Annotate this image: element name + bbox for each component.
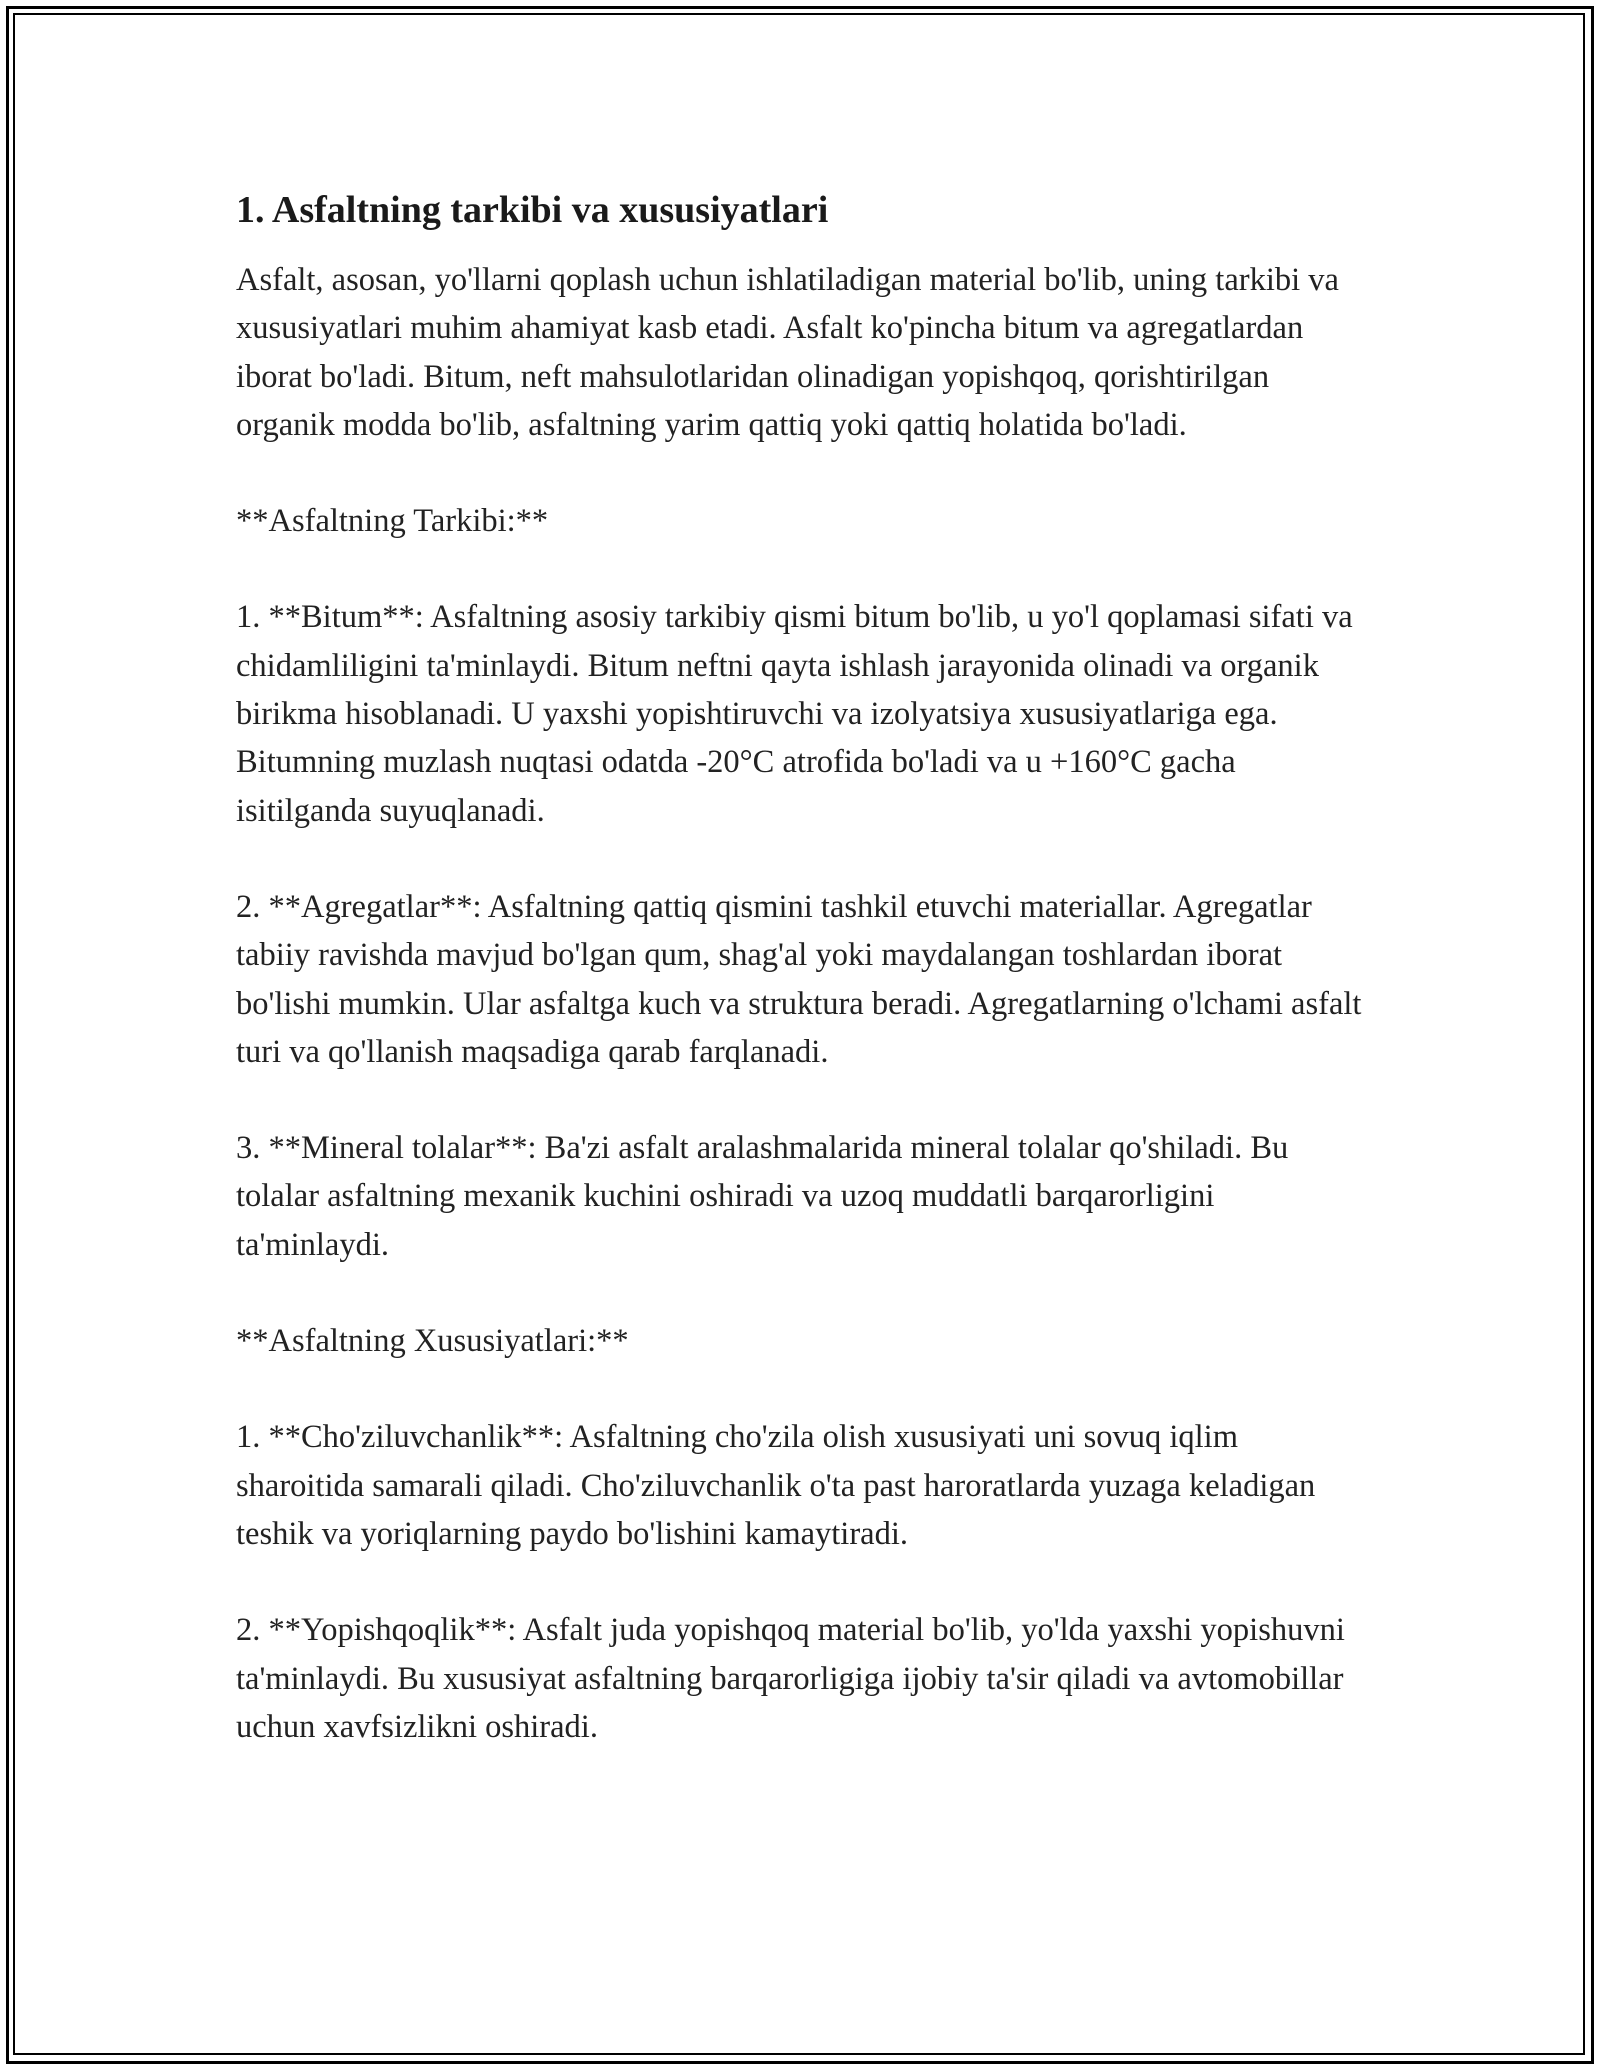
property-item-yopishqoqlik: 2. **Yopishqoqlik**: Asfalt juda yopishqoq material bo'lib, yo'lda yaxshi yopishuvni ta'minlaydi. Bu xususiyat asfaltning barqarorligiga ijobiy ta'sir qiladi va avtomobillar uchun xavfsizlikni oshiradi. <box>236 1612 1345 1745</box>
composition-item-mineral-tolalar: 3. **Mineral tolalar**: Ba'zi asfalt aralashmalarida mineral tolalar qo'shiladi. Bu tolalar asfaltning mexanik kuchini oshiradi va uzoq muddatli barqarorligini ta'minlaydi. <box>236 1130 1289 1263</box>
document-body <box>236 186 1366 1799</box>
properties-subheading: **Asfaltning Xususiyatlari:** <box>236 1323 629 1360</box>
composition-subheading: **Asfaltning Tarkibi:** <box>236 503 549 540</box>
intro-paragraph: Asfalt, asosan, yo'llarni qoplash uchun ishlatiladigan material bo'lib, uning tarkibi va xususiyatlari muhim ahamiyat kasb etadi. Asfalt ko'pincha bitum va agregatlardan iborat bo'ladi. Bitum, neft mahsulotlaridan olinadigan yopishqoq, qorishtirilgan organik modda bo'lib, asfaltning yarim qattiq yoki qattiq holatida bo'ladi. <box>236 262 1339 443</box>
section-heading: 1. Asfaltning tarkibi va xususiyatlari <box>236 189 829 231</box>
property-item-choziluvchanlik: 1. **Cho'ziluvchanlik**: Asfaltning cho'zila olish xususiyati uni sovuq iqlim sharoitida samarali qiladi. Cho'ziluvchanlik o'ta past haroratlarda yuzaga keladigan teshik va yoriqlarning paydo bo'lishini kamaytiradi. <box>236 1419 1316 1552</box>
composition-item-bitum: 1. **Bitum**: Asfaltning asosiy tarkibiy qismi bitum bo'lib, u yo'l qoplamasi sifati va chidamliligini ta'minlaydi. Bitum neftni qayta ishlash jarayonida olinadi va organik birikma hisoblanadi. U yaxshi yopishtiruvchi va izolyatsiya xususiyatlariga ega. Bitumning muzlash nuqtasi odatda -20°C atrofida bo'ladi va u +160°C gacha isitilganda suyuqlanadi. <box>236 599 1353 829</box>
composition-item-agregatlar: 2. **Agregatlar**: Asfaltning qattiq qismini tashkil etuvchi materiallar. Agregatlar tabiiy ravishda mavjud bo'lgan qum, shag'al yoki maydalangan toshlardan iborat bo'lishi mumkin. Ular asfaltga kuch va struktura beradi. Agregatlarning o'lchami asfalt turi va qo'llanish maqsadiga qarab farqlanadi. <box>236 888 1362 1070</box>
